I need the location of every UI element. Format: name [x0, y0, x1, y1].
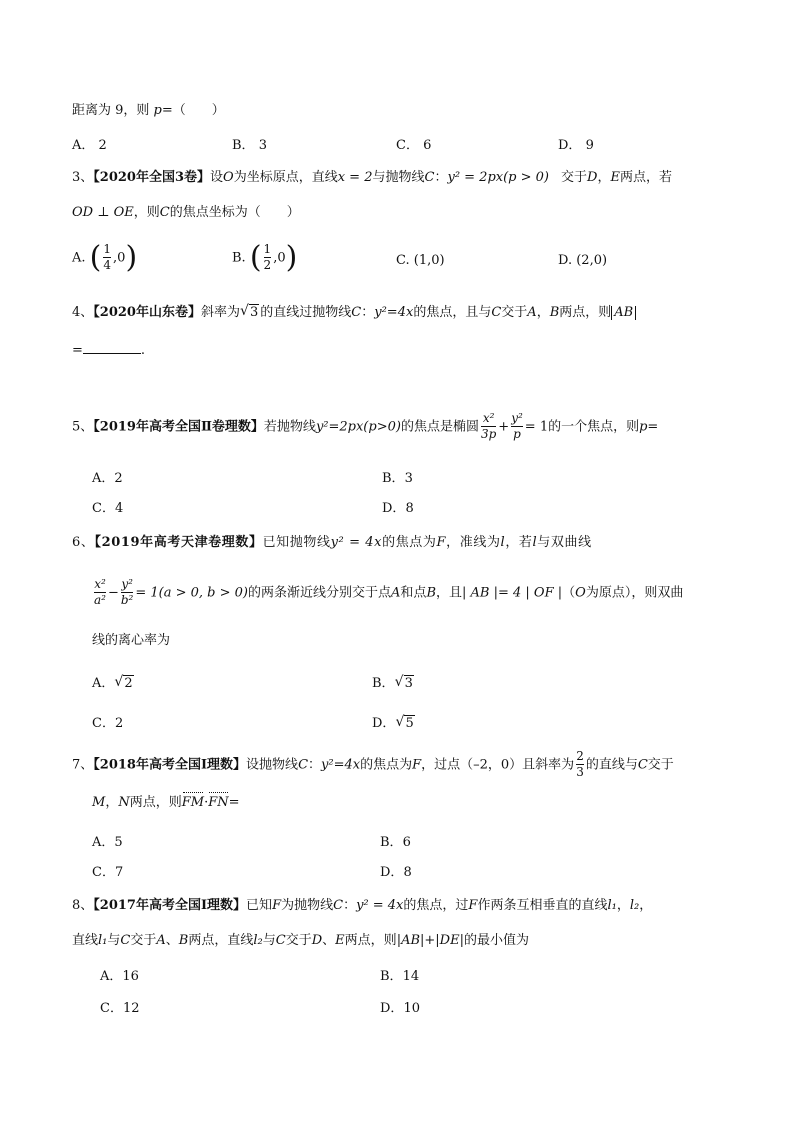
option-letter: C．: [92, 501, 115, 516]
question-number: 6、: [72, 535, 95, 550]
option-letter: B．: [380, 969, 403, 984]
stem-text: = 1的一个焦点，则: [524, 419, 640, 435]
fraction: [121, 578, 134, 608]
stem-text: ：: [434, 170, 448, 185]
option-value: 14: [402, 969, 420, 984]
stem-text: 两点，则: [559, 305, 612, 320]
math-abs: AB: [611, 306, 636, 320]
q2-stem-tail: [72, 103, 225, 119]
option-letter: A.: [72, 250, 86, 266]
math-var: E: [610, 170, 620, 185]
option-value: 3: [258, 138, 267, 153]
math-expr: x = 2: [337, 170, 373, 185]
option-letter: D．: [558, 138, 582, 153]
option-value: 2: [114, 716, 124, 731]
q8-option-b[interactable]: [380, 965, 419, 984]
math-expr: OD ⊥ OE: [72, 205, 134, 220]
q5-option-c[interactable]: [92, 497, 123, 516]
q6-stem-line3: [92, 633, 170, 649]
stem-text: 交于: [285, 933, 312, 948]
math-var: E: [335, 933, 345, 948]
math-expr: y² = 4x: [330, 535, 383, 550]
sqrt-expr: [114, 676, 133, 691]
math-var: l₂: [253, 933, 263, 948]
q8-stem-line1: [72, 898, 652, 914]
option-value: 2: [114, 471, 123, 486]
stem-text: .: [140, 343, 146, 358]
math-var: C: [424, 170, 435, 185]
radicand: 3: [249, 305, 259, 320]
stem-text: 的最小值为: [463, 933, 529, 948]
stem-text: 和点: [400, 585, 427, 601]
math-var: D: [587, 170, 598, 185]
q5-option-b[interactable]: [382, 467, 413, 486]
math-var: l₁: [98, 933, 108, 948]
option-letter: D．: [380, 865, 404, 880]
option-value: 16: [122, 969, 139, 984]
option-value: 5: [114, 835, 123, 850]
stem-text: 的直线过抛物线: [260, 305, 352, 320]
math-var: B: [549, 305, 560, 320]
question-number: 3、: [72, 170, 94, 185]
fraction: [511, 412, 523, 442]
math-var: C: [637, 757, 648, 773]
math-expr: = 1(a > 0, b > 0): [135, 585, 249, 601]
q6-stem-line1: [72, 535, 592, 551]
q3-option-d[interactable]: [558, 253, 607, 268]
math-expr: y² = 4x: [356, 898, 404, 913]
option-letter: B.: [232, 250, 246, 266]
math-expr: y²=4x: [321, 757, 361, 773]
stem-text: 两点，若: [619, 170, 672, 185]
stem-text: ，过点（–2，0）且斜率为: [421, 757, 575, 773]
stem-text: =: [228, 795, 240, 810]
option-letter: B．: [382, 471, 405, 486]
q3-option-b[interactable]: [232, 240, 298, 275]
q7-option-c[interactable]: [92, 861, 123, 880]
stem-text: 的焦点，过: [403, 898, 469, 913]
stem-text: ，: [597, 170, 611, 185]
math-expr: y²=4x: [374, 305, 414, 320]
stem-text: 为原点），则双曲: [585, 585, 684, 601]
answer-blank[interactable]: [83, 353, 141, 354]
q2-option-b[interactable]: [232, 134, 267, 153]
option-letter: C．: [396, 138, 419, 153]
q6-option-b[interactable]: [372, 672, 415, 691]
math-var: D: [311, 933, 323, 948]
question-source: 【2018年高考全国I理数】: [93, 757, 247, 773]
option-value: (1,0): [413, 253, 445, 268]
math-var: C: [333, 898, 344, 913]
right-paren: ): [285, 240, 298, 275]
stem-text: 为抛物线: [281, 898, 334, 913]
stem-text: −: [107, 585, 119, 601]
q5-stem: [72, 412, 658, 442]
radical-sign: √: [395, 714, 405, 730]
math-var: O: [223, 170, 234, 185]
question-number: 8、: [72, 898, 94, 913]
q5-option-d[interactable]: [382, 497, 414, 516]
q6-option-a[interactable]: [92, 672, 135, 691]
vector-fm: FM: [181, 795, 205, 810]
option-letter: D．: [382, 501, 406, 516]
q2-var: p: [153, 103, 162, 118]
q7-stem-line1: [72, 750, 674, 780]
option-value: ,0: [273, 250, 286, 266]
stem-text: 交于: [647, 757, 674, 773]
stem-text: 为坐标原点，直线: [233, 170, 338, 185]
option-letter: A．: [92, 676, 115, 691]
stem-text: 的焦点是椭圆: [400, 419, 479, 435]
option-value: 8: [403, 865, 412, 880]
math-var: A: [391, 585, 401, 601]
fraction-numerator: 2: [576, 749, 584, 763]
q6-option-c[interactable]: [92, 712, 123, 731]
option-letter: B．: [372, 676, 395, 691]
math-var: F: [412, 757, 422, 773]
fraction-numerator: x²: [482, 411, 495, 425]
math-var: A: [156, 933, 166, 948]
stem-text: 两点，则: [344, 933, 397, 948]
stem-text: ，若: [505, 535, 533, 550]
option-letter: B．: [380, 835, 403, 850]
stem-text: 的焦点，且与: [413, 305, 492, 320]
q8-option-a[interactable]: [100, 965, 139, 984]
option-value: 9: [585, 138, 594, 153]
math-var: O: [575, 585, 586, 601]
option-letter: A．: [100, 969, 123, 984]
math-var: N: [118, 795, 130, 810]
option-value: 7: [114, 865, 124, 880]
option-letter: D.: [558, 253, 573, 268]
math-expr: | AB |= 4 | OF |: [462, 585, 563, 601]
q7-option-a[interactable]: [92, 831, 123, 850]
option-value: 12: [122, 1001, 140, 1016]
q7-stem-line2: [92, 795, 240, 811]
math-var: l₁: [607, 898, 617, 913]
option-value: 10: [403, 1001, 420, 1016]
option-letter: D．: [372, 716, 396, 731]
fraction-denominator: p: [513, 426, 521, 441]
radicand: 2: [124, 676, 133, 691]
math-var: B: [426, 585, 436, 601]
radicand: 3: [404, 676, 413, 691]
sqrt-expr: [240, 305, 259, 321]
stem-text: 若抛物线: [263, 419, 316, 435]
math-var: l: [500, 535, 506, 550]
stem-text: 斜率为: [200, 305, 240, 320]
q2-option-c[interactable]: [396, 134, 431, 153]
math-var: l: [532, 535, 538, 550]
fraction-denominator: 3: [576, 764, 584, 779]
stem-text: 与: [262, 933, 276, 948]
radical-sign: √: [114, 674, 124, 690]
option-letter: A．: [92, 835, 115, 850]
option-value: (2,0): [576, 253, 608, 268]
question-number: 7、: [72, 757, 94, 773]
stem-text: 交于: [561, 170, 588, 185]
fraction-denominator: 3p: [480, 426, 497, 441]
q2-text: =（ ）: [161, 103, 225, 118]
stem-text: 设: [210, 170, 224, 185]
math-var: p: [639, 419, 648, 435]
stem-text: 与抛物线: [372, 170, 425, 185]
right-paren: ): [125, 240, 138, 275]
fraction-numerator: 1: [103, 242, 112, 257]
q2-option-d[interactable]: [558, 134, 594, 153]
q8-option-c[interactable]: [100, 997, 140, 1016]
q7-option-b[interactable]: [380, 831, 411, 850]
stem-text: ，: [536, 305, 550, 320]
sqrt-expr: [395, 676, 414, 691]
vector-fn: FN: [208, 795, 229, 810]
option-letter: D．: [380, 1001, 404, 1016]
stem-text: 的焦点坐标为（ ）: [169, 205, 300, 220]
math-var: C: [159, 205, 170, 220]
q4-stem-line1: [72, 305, 636, 321]
math-var: A: [527, 305, 537, 320]
option-value: 4: [114, 501, 124, 516]
fraction-numerator: y²: [121, 577, 133, 591]
radicand: 5: [405, 716, 414, 731]
stem-text: ，: [105, 795, 119, 810]
q3-stem-line2: [72, 205, 300, 221]
fraction-denominator: 4: [103, 258, 112, 272]
q2-text: 距离为 9，则: [72, 103, 154, 118]
option-letter: C．: [92, 716, 115, 731]
stem-text: ，: [639, 898, 653, 913]
q2-option-a[interactable]: [72, 134, 107, 153]
option-letter: B．: [232, 138, 255, 153]
fraction: [481, 412, 496, 442]
fraction-numerator: 1: [263, 242, 272, 257]
q8-option-d[interactable]: [380, 997, 420, 1016]
stem-text: 线的离心率为: [92, 633, 171, 648]
left-paren: (: [249, 240, 262, 275]
math-var: C: [275, 933, 286, 948]
stem-text: ，: [616, 898, 630, 913]
fraction-denominator: b²: [120, 592, 134, 607]
q5-option-a[interactable]: [92, 467, 123, 486]
stem-text: 两点，直线: [188, 933, 254, 948]
math-var: F: [436, 535, 447, 550]
left-paren: (: [89, 240, 102, 275]
fraction: [94, 578, 106, 608]
math-expr: y² = 2px(p > 0): [447, 170, 549, 185]
stem-text: 已知抛物线: [262, 535, 331, 550]
option-letter: C．: [92, 865, 115, 880]
stem-text: 交于: [130, 933, 157, 948]
question-source: 【2017年高考全国I理数】: [93, 898, 247, 913]
option-value: 6: [402, 835, 411, 850]
option-value: 2: [98, 138, 107, 153]
question-number: 5、: [72, 419, 94, 435]
q3-option-c[interactable]: [396, 253, 445, 268]
stem-text: 、: [165, 933, 179, 948]
q3-stem-line1: [72, 170, 672, 186]
stem-text: 与双曲线: [537, 535, 592, 550]
q3-option-a[interactable]: [72, 240, 138, 275]
math-var: B: [178, 933, 189, 948]
q7-option-d[interactable]: [380, 861, 412, 880]
stem-text: ，且: [436, 585, 463, 601]
math-var: C: [298, 757, 309, 773]
math-var: M: [92, 795, 106, 810]
stem-text: ：: [361, 305, 375, 320]
math-var: C: [351, 305, 362, 320]
stem-text: 直线: [72, 933, 99, 948]
stem-text: ，准线为: [446, 535, 501, 550]
question-source: 【2020年全国3卷】: [93, 170, 211, 185]
fraction-numerator: x²: [94, 577, 106, 591]
stem-text: 两点，则: [129, 795, 182, 810]
q6-stem-line2: [92, 578, 683, 608]
option-value: ,0: [113, 250, 126, 266]
option-value: 8: [405, 501, 414, 516]
stem-text: =: [647, 419, 659, 435]
stem-text: （: [562, 585, 576, 601]
option-value: 6: [423, 138, 432, 153]
option-letter: C.: [396, 253, 410, 268]
option-letter: A．: [72, 138, 95, 153]
q6-option-d[interactable]: [372, 712, 416, 731]
stem-text: 与: [107, 933, 121, 948]
math-var: F: [468, 898, 478, 913]
stem-text: 已知: [246, 898, 273, 913]
stem-text: 的焦点为: [382, 535, 437, 550]
stem-text: =: [72, 343, 83, 358]
stem-text: +: [498, 419, 510, 435]
question-number: 4、: [72, 305, 94, 320]
stem-text: ·: [204, 795, 209, 810]
fraction: [103, 243, 111, 273]
math-expr: |AB|+|DE|: [396, 933, 464, 948]
stem-text: ：: [343, 898, 357, 913]
stem-text: 作两条互相垂直的直线: [477, 898, 608, 913]
option-letter: C．: [100, 1001, 123, 1016]
q4-stem-line2: [72, 343, 145, 359]
q8-stem-line2: [72, 933, 529, 949]
math-var: F: [272, 898, 282, 913]
fraction: [576, 750, 584, 780]
option-value: 3: [404, 471, 413, 486]
question-source: 【2019年高考全国Ⅱ卷理数】: [93, 419, 264, 435]
stem-text: 、: [322, 933, 336, 948]
fraction-denominator: 2: [263, 258, 272, 272]
math-var: C: [491, 305, 502, 320]
stem-text: 设抛物线: [246, 757, 299, 773]
fraction-numerator: y²: [511, 411, 523, 425]
stem-text: 的焦点为: [360, 757, 413, 773]
sqrt-expr: [395, 716, 414, 731]
math-var: l₂: [629, 898, 640, 913]
stem-text: 的直线与: [585, 757, 638, 773]
fraction: [264, 243, 272, 273]
option-letter: A．: [92, 471, 115, 486]
math-var: C: [120, 933, 131, 948]
stem-text: ，则: [133, 205, 160, 220]
stem-text: 的两条渐近线分别交于点: [248, 585, 392, 601]
radical-sign: √: [239, 303, 249, 319]
fraction-denominator: a²: [94, 592, 106, 607]
stem-text: 交于: [501, 305, 528, 320]
radical-sign: √: [394, 674, 404, 690]
question-source: 【2020年山东卷】: [93, 305, 201, 320]
question-source: 【2019年高考天津卷理数】: [94, 535, 263, 550]
math-expr: y²=2px(p>0): [315, 419, 401, 435]
stem-text: ：: [308, 757, 322, 773]
